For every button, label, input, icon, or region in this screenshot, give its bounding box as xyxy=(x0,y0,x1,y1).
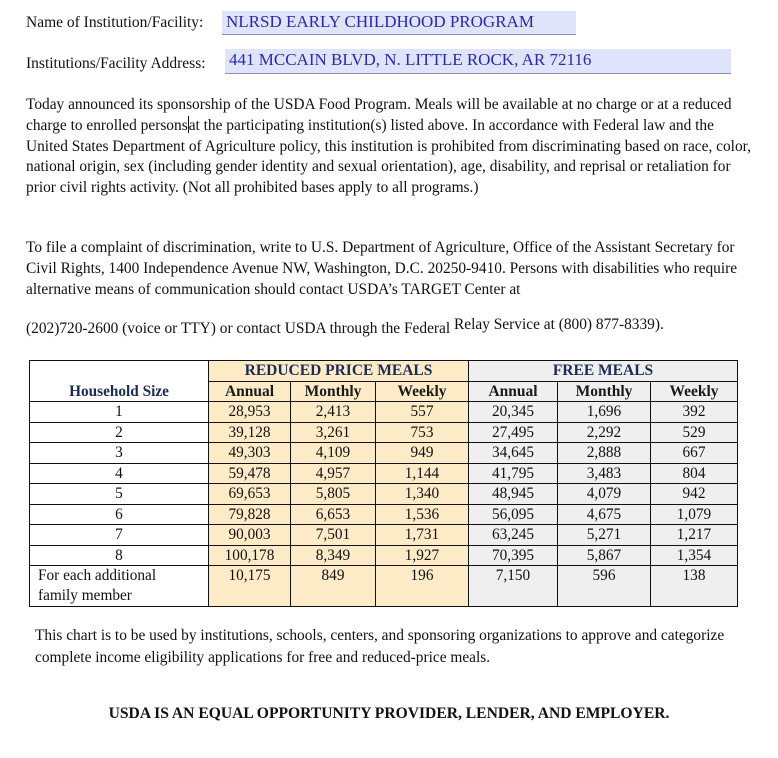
rp-annual-cell: 69,653 xyxy=(209,484,291,505)
free-annual-cell: 70,395 xyxy=(469,545,558,566)
free-monthly-cell: 2,888 xyxy=(558,443,651,464)
institution-name-row xyxy=(26,14,203,32)
rp-weekly-header: Weekly xyxy=(376,381,469,402)
rp-annual-cell: 100,178 xyxy=(209,545,291,566)
free-monthly-cell: 4,675 xyxy=(558,504,651,525)
household-size-cell: 2 xyxy=(30,422,209,443)
institution-address-row xyxy=(26,55,206,73)
rp-annual-cell: 39,128 xyxy=(209,422,291,443)
household-size-header: Household Size xyxy=(30,361,209,402)
free-weekly-cell: 667 xyxy=(651,443,738,464)
rp-monthly-cell: 5,805 xyxy=(291,484,376,505)
rp-annual-cell: 10,175 xyxy=(209,566,291,607)
rp-annual-cell: 28,953 xyxy=(209,402,291,423)
rp-monthly-cell: 4,957 xyxy=(291,463,376,484)
table-row-additional-member xyxy=(30,566,738,607)
rp-annual-cell: 49,303 xyxy=(209,443,291,464)
chart-usage-note: This chart is to be used by institutions, schools, centers, and sponsoring organizations to approve and categorize complete income eligibility applications for free and reduced-price meals. xyxy=(35,627,725,666)
rp-monthly-cell: 6,653 xyxy=(291,504,376,525)
free-weekly-cell: 529 xyxy=(651,422,738,443)
free-monthly-cell: 4,079 xyxy=(558,484,651,505)
rp-weekly-cell: 753 xyxy=(376,422,469,443)
free-weekly-header: Weekly xyxy=(651,381,738,402)
free-annual-cell: 63,245 xyxy=(469,525,558,546)
table-row xyxy=(30,484,738,505)
complaint-paragraph: To file a complaint of discrimination, write to U.S. Department of Agriculture, Office of the Assistant Secretary for Civil Rights, 1400 Independence Avenue NW, Washington, D.C. 20250-9410. Persons with disabilities who require alternative means of communication should contact USDA’s TARGET Center at xyxy=(26,239,738,298)
free-monthly-header: Monthly xyxy=(558,381,651,402)
table-row xyxy=(30,504,738,525)
household-size-cell: 6 xyxy=(30,504,209,525)
free-annual-cell: 41,795 xyxy=(469,463,558,484)
announcement-paragraph xyxy=(26,95,756,199)
free-weekly-cell: 138 xyxy=(651,566,738,607)
free-monthly-cell: 2,292 xyxy=(558,422,651,443)
rp-annual-header: Annual xyxy=(209,381,291,402)
table-row xyxy=(30,525,738,546)
free-annual-cell: 27,495 xyxy=(469,422,558,443)
table-row xyxy=(30,422,738,443)
rp-weekly-cell: 1,144 xyxy=(376,463,469,484)
table-row xyxy=(30,463,738,484)
table-row xyxy=(30,443,738,464)
table-row xyxy=(30,402,738,423)
free-weekly-cell: 1,354 xyxy=(651,545,738,566)
rp-weekly-cell: 557 xyxy=(376,402,469,423)
rp-weekly-cell: 1,340 xyxy=(376,484,469,505)
free-monthly-cell: 3,483 xyxy=(558,463,651,484)
announcement-text-2: at the participating institution(s) listed above. In accordance with Federal law and the United States Department of Agriculture policy, this institution is prohibited from discriminating based on race, color, national origin, sex (including gender identity and sexual orientation), age, disability, and reprisal or retaliation for prior civil rights activity. (Not all prohibited bases apply to all programs.) xyxy=(26,116,752,197)
free-monthly-cell: 5,271 xyxy=(558,525,651,546)
announcement-text-1: Today announced its sponsorship of the USDA Food Program. Meals will be available at no charge or at a reduced charge to enrolled persons xyxy=(26,96,732,134)
rp-monthly-cell: 8,349 xyxy=(291,545,376,566)
rp-monthly-cell: 849 xyxy=(291,566,376,607)
household-size-cell: 5 xyxy=(30,484,209,505)
free-annual-cell: 7,150 xyxy=(469,566,558,607)
household-size-cell: 3 xyxy=(30,443,209,464)
free-annual-header: Annual xyxy=(469,381,558,402)
rp-weekly-cell: 1,731 xyxy=(376,525,469,546)
equal-opportunity-statement: USDA IS AN EQUAL OPPORTUNITY PROVIDER, LENDER, AND EMPLOYER. xyxy=(108,705,670,722)
free-annual-cell: 48,945 xyxy=(469,484,558,505)
free-weekly-cell: 1,079 xyxy=(651,504,738,525)
contact-text-1: (202)720-2600 (voice or TTY) or contact USDA through the Federal xyxy=(26,320,451,337)
institution-address-field[interactable]: 441 MCCAIN BLVD, N. LITTLE ROCK, AR 72116 xyxy=(225,49,731,74)
rp-monthly-cell: 2,413 xyxy=(291,402,376,423)
rp-annual-cell: 59,478 xyxy=(209,463,291,484)
additional-member-label-line2: family member xyxy=(38,587,132,604)
free-weekly-cell: 942 xyxy=(651,484,738,505)
household-size-cell: 4 xyxy=(30,463,209,484)
rp-annual-cell: 79,828 xyxy=(209,504,291,525)
rp-weekly-cell: 1,927 xyxy=(376,545,469,566)
institution-address-label: Institutions/Facility Address: xyxy=(26,55,206,73)
rp-monthly-header: Monthly xyxy=(291,381,376,402)
additional-member-label xyxy=(30,566,209,607)
rp-weekly-cell: 196 xyxy=(376,566,469,607)
free-weekly-cell: 392 xyxy=(651,402,738,423)
free-monthly-cell: 1,696 xyxy=(558,402,651,423)
contact-line xyxy=(26,316,756,340)
free-weekly-cell: 1,217 xyxy=(651,525,738,546)
table-row xyxy=(30,545,738,566)
reduced-price-meals-header: REDUCED PRICE MEALS xyxy=(209,361,469,382)
free-weekly-cell: 804 xyxy=(651,463,738,484)
free-monthly-cell: 5,867 xyxy=(558,545,651,566)
rp-monthly-cell: 3,261 xyxy=(291,422,376,443)
household-size-cell: 1 xyxy=(30,402,209,423)
free-annual-cell: 56,095 xyxy=(469,504,558,525)
institution-name-label: Name of Institution/Facility: xyxy=(26,14,204,32)
free-annual-cell: 34,645 xyxy=(469,443,558,464)
rp-annual-cell: 90,003 xyxy=(209,525,291,546)
additional-member-label-line1: For each additional xyxy=(38,567,157,584)
free-monthly-cell: 596 xyxy=(558,566,651,607)
rp-monthly-cell: 7,501 xyxy=(291,525,376,546)
free-annual-cell: 20,345 xyxy=(469,402,558,423)
household-size-cell: 7 xyxy=(30,525,209,546)
rp-weekly-cell: 1,536 xyxy=(376,504,469,525)
rp-weekly-cell: 949 xyxy=(376,443,469,464)
income-eligibility-table xyxy=(29,360,738,607)
contact-text-2: Relay Service at (800) 877-8339). xyxy=(454,316,664,333)
free-meals-header: FREE MEALS xyxy=(469,361,738,382)
rp-monthly-cell: 4,109 xyxy=(291,443,376,464)
household-size-cell: 8 xyxy=(30,545,209,566)
institution-name-field[interactable]: NLRSD EARLY CHILDHOOD PROGRAM xyxy=(222,11,576,35)
